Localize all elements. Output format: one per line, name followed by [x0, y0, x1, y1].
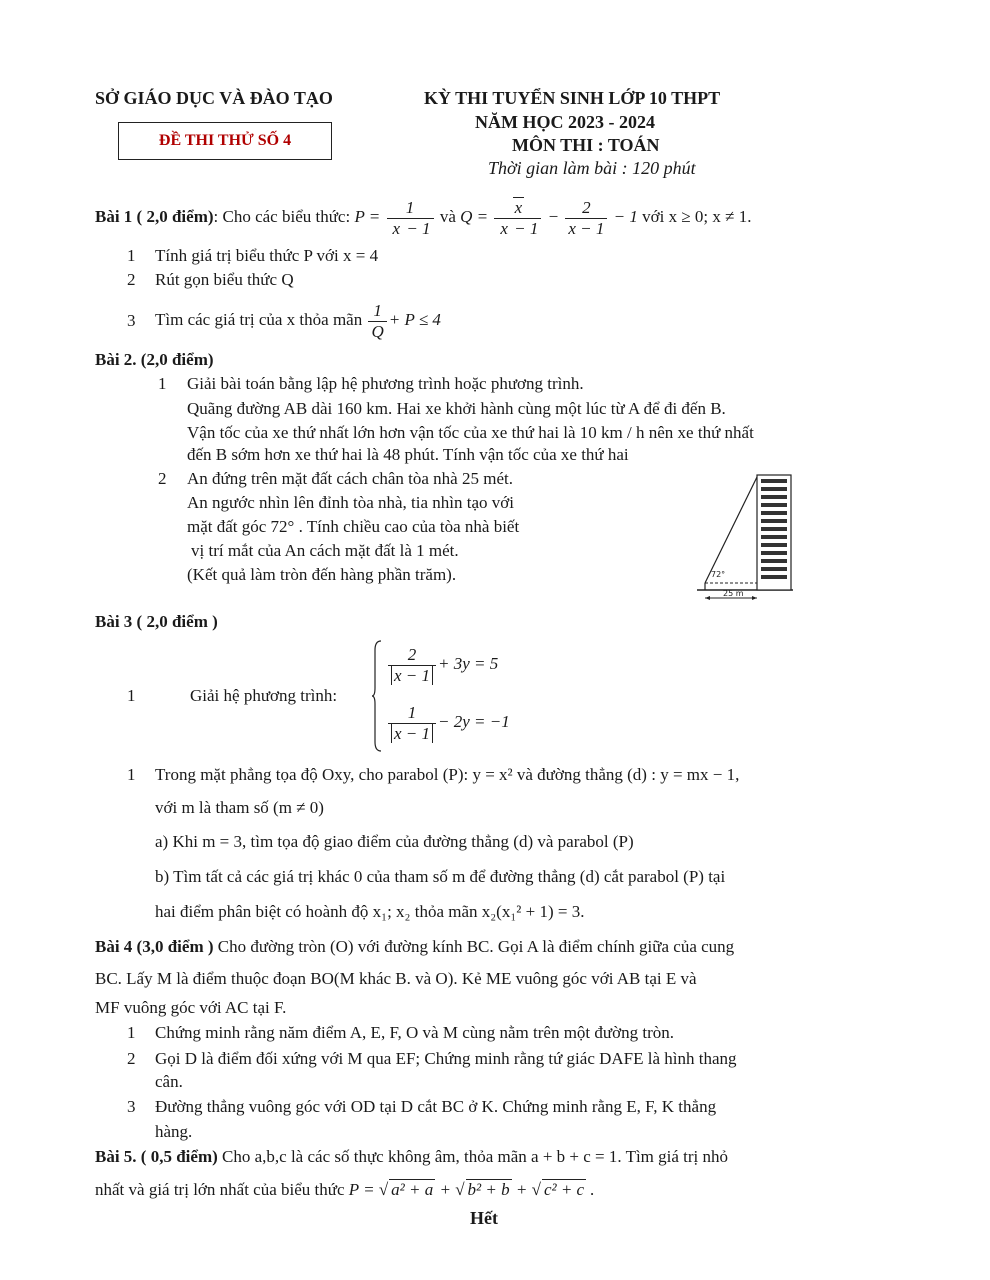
- trial-exam-box: ĐỀ THI THỬ SỐ 4: [118, 122, 332, 160]
- bai2-q2-line4: vị trí mắt của An cách mặt đất là 1 mét.: [191, 541, 459, 560]
- building-figure: [695, 465, 795, 607]
- bai3-q2-number: 1: [127, 765, 136, 784]
- expr-q: Q = $\frac{x}{x - 1}$ − $\frac{2}{x - 1}$ − 1: [460, 197, 638, 238]
- bai4-q3-number: 3: [127, 1097, 136, 1116]
- school-year: NĂM HỌC 2023 - 2024: [475, 112, 655, 132]
- bai4-q1-number: 1: [127, 1023, 136, 1042]
- bai3-q1-number: 1: [127, 686, 136, 705]
- bai4-q2-line2: cân.: [155, 1072, 183, 1091]
- bai5-line1: [95, 1147, 728, 1167]
- bai3-q1: Giải hệ phương trình:: [190, 686, 338, 705]
- bai2-title: Bài 2. (2,0 điểm): [95, 350, 214, 369]
- line-of-sight: [705, 477, 757, 583]
- bai3-q2-a: a) Khi m = 3, tìm tọa độ giao điểm của đường thẳng (d) và parabol (P): [155, 832, 634, 851]
- bai4-line1: [95, 937, 734, 957]
- subject-heading: MÔN THI : TOÁN: [512, 135, 660, 155]
- eq2-tail: − 2y = −1: [438, 712, 510, 731]
- bai4-q2-number: 2: [127, 1049, 136, 1068]
- system-brace: [372, 640, 382, 752]
- bai1-intro: : Cho các biểu thức:: [213, 207, 351, 226]
- bai4-intro: Cho đường tròn (O) với đường kính BC. Gọi A là điểm chính giữa của cung: [213, 937, 735, 956]
- exam-title: KỲ THI TUYỂN SINH LỚP 10 THPT: [424, 88, 721, 108]
- bai4-line3: MF vuông góc với AC tại F.: [95, 998, 287, 1017]
- bai2-q1-line2: Quãng đường AB dài 160 km. Hai xe khởi hành cùng một lúc từ A để đi đến B.: [187, 399, 726, 418]
- bai2-q1-line1: Giải bài toán bằng lập hệ phương trình hoặc phương trình.: [187, 374, 584, 393]
- distance-label: 25 m: [723, 589, 744, 598]
- bai2-q2-line3: mặt đất góc 72° . Tính chiều cao của tòa nhà biết: [187, 517, 520, 536]
- bai5-line2: [95, 1180, 595, 1200]
- bai1-q3-text: Tìm các giá trị của x thỏa mãn: [155, 310, 363, 329]
- angle-label: 72°: [711, 570, 726, 579]
- bai2-q1-number: 1: [158, 374, 167, 393]
- expr-p: P = $\frac{1}{x - 1}$: [354, 207, 435, 226]
- bai3-q2-line1: Trong mặt phẳng tọa độ Oxy, cho parabol (P): y = x² và đường thẳng (d) : y = mx − 1,: [155, 765, 740, 784]
- system-eq1: [386, 640, 498, 688]
- bai1-q2-number: 2: [127, 270, 136, 289]
- bai2-q1-line4: đến B sớm hơn xe thứ hai là 48 phút. Tính vận tốc của xe thứ hai: [187, 445, 629, 464]
- bai5-intro: Cho a,b,c là các số thực không âm, thỏa mãn a + b + c = 1. Tìm giá trị nhỏ: [217, 1147, 729, 1166]
- bai3-title: Bài 3 ( 2,0 điểm ): [95, 612, 218, 631]
- bai4-q2-line1: Gọi D là điểm đối xứng với M qua EF; Chứng minh rằng tứ giác DAFE là hình thang: [155, 1049, 737, 1068]
- eq2-numerator: 1: [388, 703, 436, 724]
- system-eq2: [386, 698, 510, 746]
- bai1-q2: Rút gọn biểu thức Q: [155, 270, 294, 289]
- eq2-abs: x − 1: [391, 724, 433, 743]
- end-marker: Hết: [470, 1208, 498, 1228]
- bai1-q1-number: 1: [127, 246, 136, 265]
- bai3-q2-b-line1: b) Tìm tất cả các giá trị khác 0 của tham số m để đường thẳng (d) cắt parabol (P) tại: [155, 867, 726, 886]
- department-heading: SỞ GIÁO DỤC VÀ ĐÀO TẠO: [95, 88, 333, 108]
- bai1-condition: với x ≥ 0; x ≠ 1.: [642, 207, 752, 226]
- eq1-numerator: 2: [388, 645, 436, 666]
- bai1-statement: [95, 195, 752, 239]
- bai4-q1: Chứng minh rằng năm điểm A, E, F, O và M cùng nằm trên một đường tròn.: [155, 1023, 674, 1042]
- bai1-q3: Tìm các giá trị của x thỏa mãn $\frac{1}{Q}$ + P ≤ 4: [155, 300, 441, 341]
- bai5-title: Bài 5. ( 0,5 điểm): [95, 1147, 218, 1166]
- bai1-and: và: [439, 207, 456, 226]
- bai2-q1-line3: Vận tốc của xe thứ nhất lớn hơn vận tốc của xe thứ hai là 10 km / h nên xe thứ nhất: [187, 423, 754, 442]
- bai5-line2-text: nhất và giá trị lớn nhất của biểu thức: [95, 1180, 345, 1199]
- time-limit: Thời gian làm bài : 120 phút: [488, 158, 696, 178]
- bai4-title: Bài 4 (3,0 điểm ): [95, 937, 214, 956]
- bai1-q3-number: 3: [127, 311, 136, 330]
- bai2-q2-line5: (Kết quả làm tròn đến hàng phần trăm).: [187, 565, 457, 584]
- expr-p-sqrt: P = √ a² + a + √ b² + b + √ c² + c .: [348, 1180, 595, 1199]
- eq1-tail: + 3y = 5: [438, 654, 499, 673]
- bai3-q2-b-line2: hai điểm phân biệt có hoành độ x₁; x₂ thỏa mãn x₂(x₁² + 1) = 3.: [155, 902, 585, 921]
- bai4-q3-line1: Đường thẳng vuông góc với OD tại D cắt BC ở K. Chứng minh rằng E, F, K thẳng: [155, 1097, 717, 1116]
- bai4-q3-line2: hàng.: [155, 1122, 193, 1141]
- building: [757, 475, 791, 590]
- bai1-title: Bài 1 ( 2,0 điểm): [95, 207, 214, 226]
- bai4-line2: BC. Lấy M là điểm thuộc đoạn BO(M khác B. và O). Kẻ ME vuông góc với AB tại E và: [95, 969, 697, 988]
- bai1-q3-tail: + P ≤ 4: [388, 310, 441, 329]
- eq1-abs: x − 1: [391, 666, 433, 685]
- bai2-q2-line1: An đứng trên mặt đất cách chân tòa nhà 25 mét.: [187, 469, 513, 488]
- bai3-q2-line2: với m là tham số (m ≠ 0): [155, 798, 324, 817]
- bai1-q1: Tính giá trị biểu thức P với x = 4: [155, 246, 379, 265]
- bai2-q2-line2: An ngước nhìn lên đỉnh tòa nhà, tia nhìn tạo với: [187, 493, 515, 512]
- bai2-q2-number: 2: [158, 469, 167, 488]
